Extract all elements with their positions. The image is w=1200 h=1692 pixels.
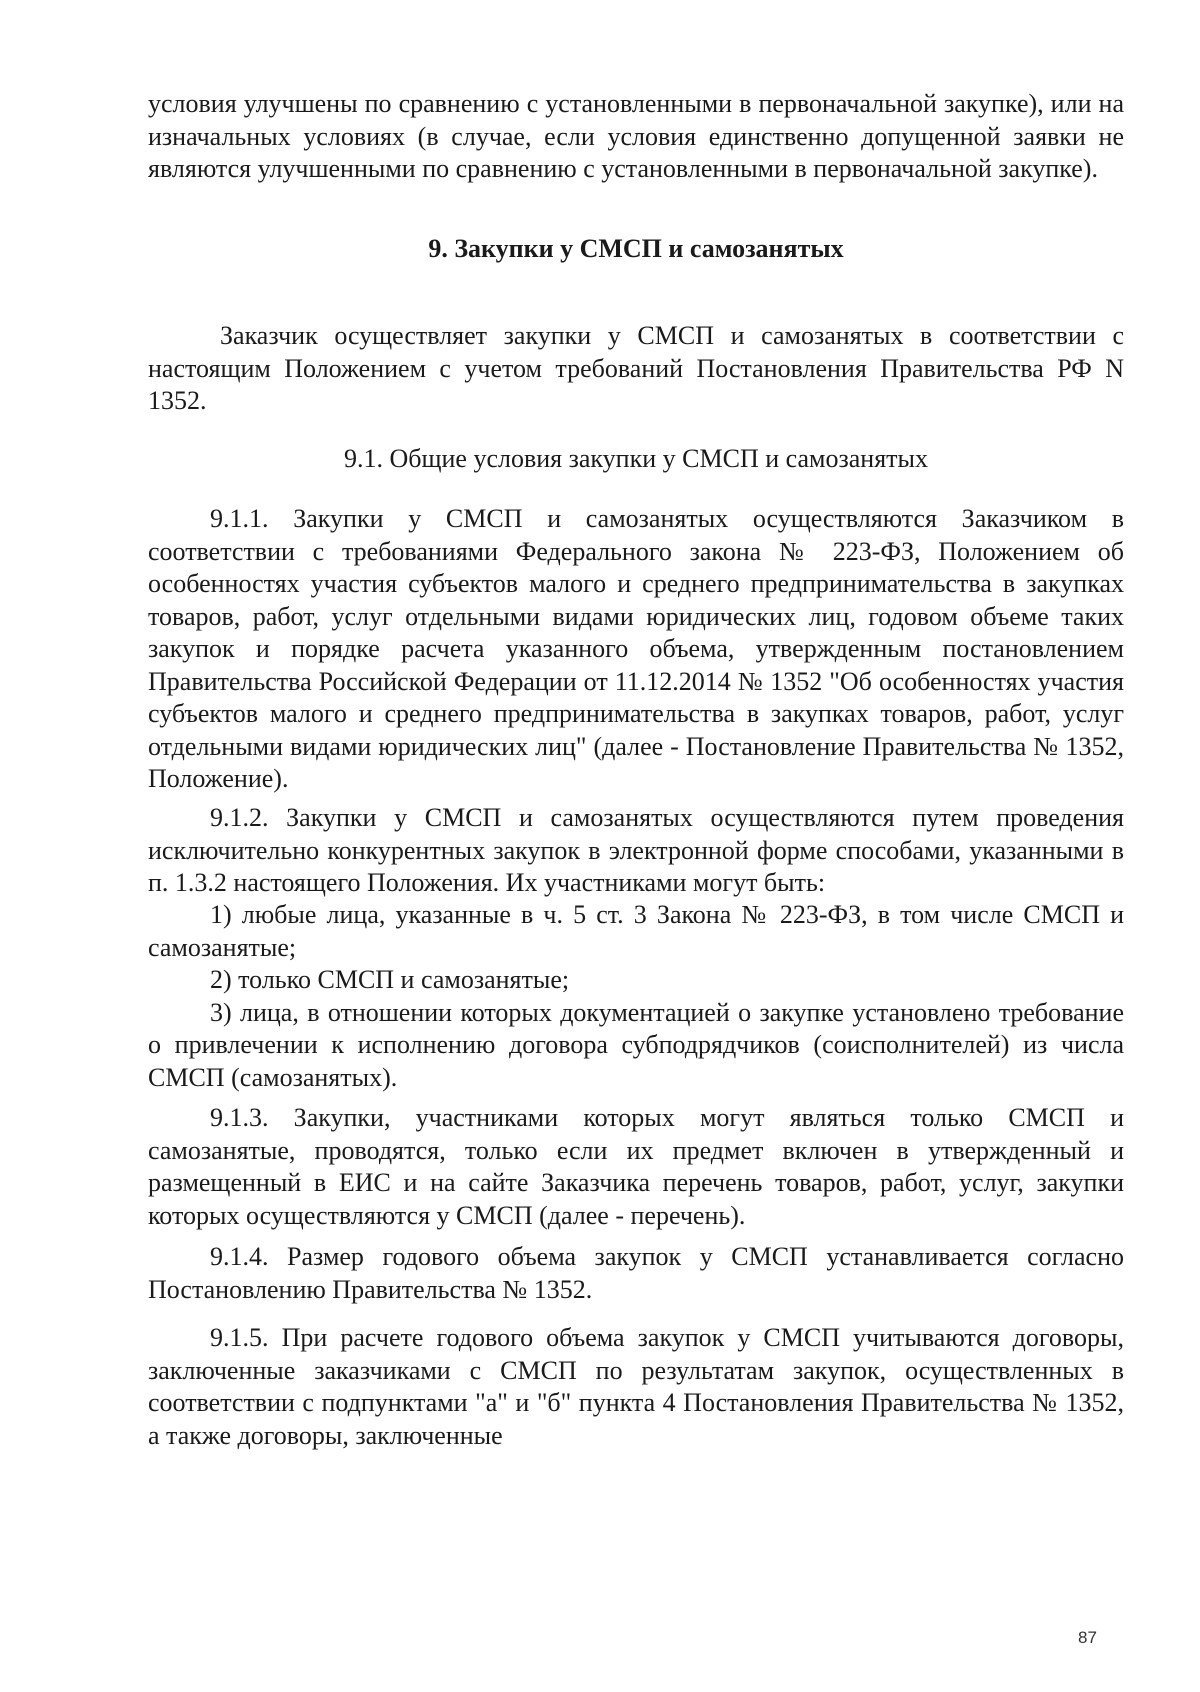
- paragraph-continuation: условия улучшены по сравнению с установленными в первоначальной закупке), или на изначальных условиях (в случае, если условия единственно допущенной заявки не являются улучшенными по сравнению с установленными в первоначальной закупке).: [148, 89, 1124, 183]
- paragraph-9-1-4: 9.1.4. Размер годового объема закупок у СМСП устанавливается согласно Постановлению Правительства № 1352.: [148, 1242, 1124, 1304]
- paragraph-9-1-3: 9.1.3. Закупки, участниками которых могут являться только СМСП и самозанятые, проводятся, только если их предмет включен в утвержденный и размещенный в ЕИС и на сайте Заказчика перечень товаров, работ, услуг, закупки которых осуществляются у СМСП (далее - перечень).: [148, 1103, 1124, 1230]
- paragraph-9-1-1: 9.1.1. Закупки у СМСП и самозанятых осуществляются Заказчиком в соответствии с требованиями Федерального закона № 223-ФЗ, Положением об особенностях участия субъектов малого и среднего предпринимательства в закупках товаров, работ, услуг отдельными видами юридических лиц, годовом объеме таких закупок и порядке расчета указанного объема, утвержденным постановлением Правительства Российской Федерации от 11.12.2014 № 1352 "Об особенностях участия субъектов малого и среднего предпринимательства в закупках товаров, работ, услуг отдельными видами юридических лиц" (далее - Постановление Правительства № 1352, Положение).: [148, 504, 1124, 793]
- list-item: 3) лица, в отношении которых документацией о закупке установлено требование о привлечении к исполнению договора субподрядчиков (соисполнителей) из числа СМСП (самозанятых).: [148, 997, 1124, 1092]
- list-9-1-2: [148, 899, 1124, 1094]
- paragraph-9-1-2: 9.1.2. Закупки у СМСП и самозанятых осуществляются путем проведения исключительно конкурентных закупок в электронной форме способами, указанными в п. 1.3.2 настоящего Положения. Их участниками могут быть:: [148, 803, 1124, 897]
- intro-paragraph: Заказчик осуществляет закупки у СМСП и самозанятых в соответствии с настоящим Положением с учетом требований Постановления Правительства РФ N 1352.: [148, 321, 1124, 415]
- paragraph-9-1-5: 9.1.5. При расчете годового объема закупок у СМСП учитываются договоры, заключенные заказчиками с СМСП по результатам закупок, осуществленных в соответствии с подпунктами "а" и "б" пункта 4 Постановления Правительства № 1352, а также договоры, заключенные: [148, 1323, 1124, 1450]
- section-title: 9. Закупки у СМСП и самозанятых: [428, 234, 844, 263]
- list-item: 2) только СМСП и самозанятые;: [210, 965, 570, 994]
- list-item: 1) любые лица, указанные в ч. 5 ст. 3 Закона № 223-ФЗ, в том числе СМСП и самозанятые;: [148, 900, 1124, 962]
- subsection-title: 9.1. Общие условия закупки у СМСП и самозанятых: [343, 444, 929, 473]
- page-number: 87: [1078, 1628, 1097, 1647]
